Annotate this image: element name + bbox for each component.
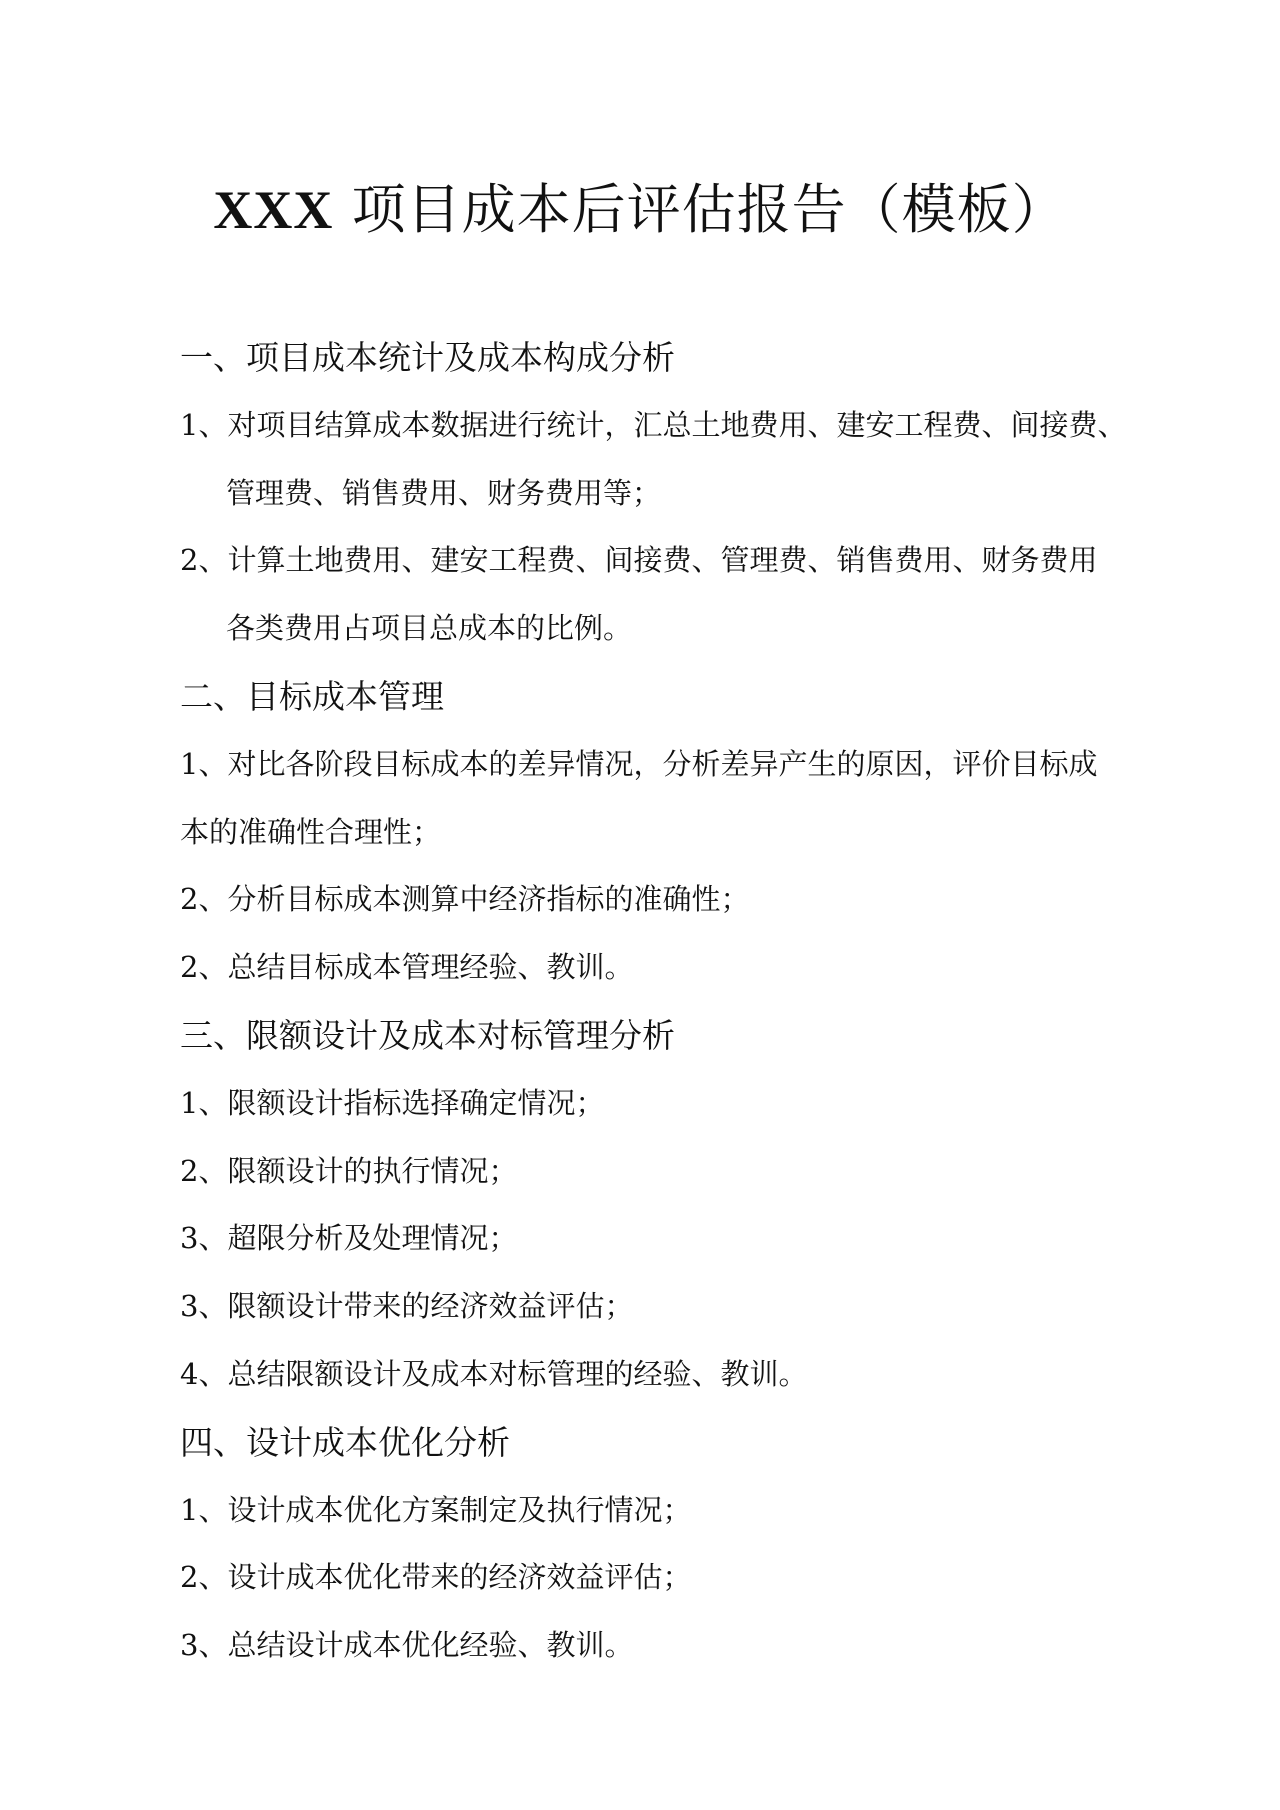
paragraph-line: 管理费、销售费用、财务费用等； bbox=[226, 475, 662, 510]
section-heading: 一、项目成本统计及成本构成分析 bbox=[180, 338, 675, 377]
section-heading: 四、设计成本优化分析 bbox=[180, 1422, 510, 1462]
paragraph-line: 1、限额设计指标选择确定情况； bbox=[180, 1085, 605, 1120]
document-body bbox=[180, 324, 1160, 1680]
paragraph-line: 各类费用占项目总成本的比例。 bbox=[226, 611, 633, 646]
paragraph-line: 2、设计成本优化带来的经济效益评估； bbox=[180, 1560, 692, 1595]
paragraph-line: 4、总结限额设计及成本对标管理的经验、教训。 bbox=[180, 1356, 808, 1391]
paragraph-line: 3、限额设计带来的经济效益评估； bbox=[180, 1289, 634, 1324]
paragraph-line: 3、总结设计成本优化经验、教训。 bbox=[180, 1628, 634, 1663]
paragraph-line: 2、总结目标成本管理经验、教训。 bbox=[180, 950, 634, 985]
paragraph-line: 1、设计成本优化方案制定及执行情况； bbox=[180, 1492, 692, 1527]
paragraph-line: 2、分析目标成本测算中经济指标的准确性； bbox=[180, 882, 750, 917]
paragraph-line: 1、对项目结算成本数据进行统计，汇总土地费用、建安工程费、间接费、 bbox=[180, 407, 1127, 442]
paragraph-line: 本的准确性合理性； bbox=[180, 814, 442, 849]
paragraph-line: 2、计算土地费用、建安工程费、间接费、管理费、销售费用、财务费用 bbox=[180, 543, 1098, 578]
paragraph-line: 1、对比各阶段目标成本的差异情况，分析差异产生的原因，评价目标成 bbox=[180, 746, 1098, 781]
paragraph-line: 3、超限分析及处理情况； bbox=[180, 1221, 518, 1256]
title-text: 项目成本后评估报告（模板） bbox=[351, 178, 1067, 241]
section-heading: 二、目标成本管理 bbox=[180, 676, 444, 716]
document-title bbox=[0, 172, 1280, 248]
title-prefix: XXX bbox=[213, 180, 334, 240]
section-heading: 三、限额设计及成本对标管理分析 bbox=[180, 1015, 675, 1055]
paragraph-line: 2、限额设计的执行情况； bbox=[180, 1153, 518, 1188]
